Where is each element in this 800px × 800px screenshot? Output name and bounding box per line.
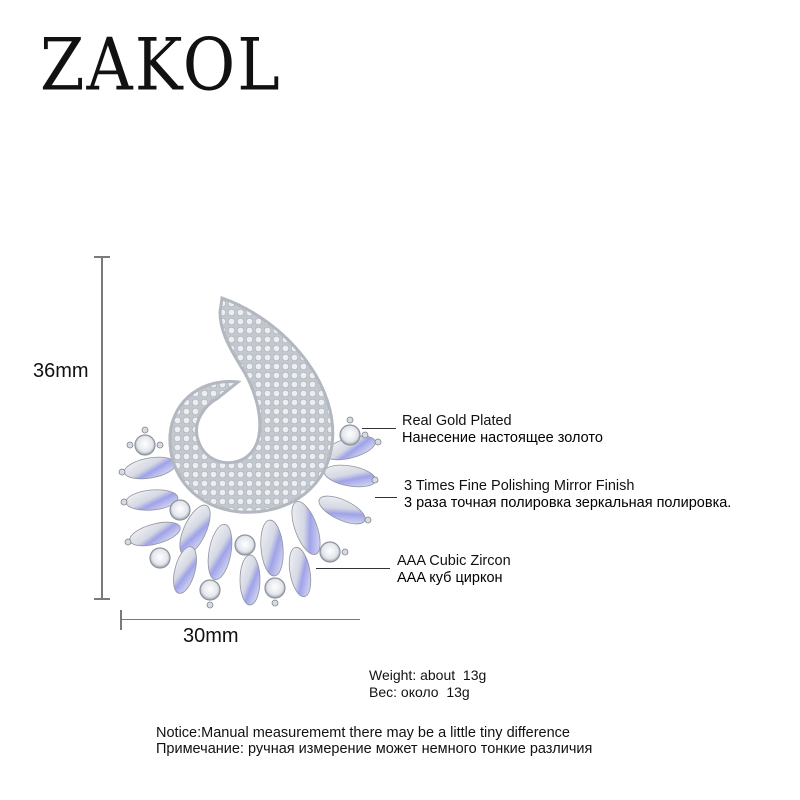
callout-leader-gold: [362, 428, 396, 429]
brand-logo: ZAKOL: [40, 24, 282, 108]
callout-polishing-ru: 3 раза точная полировка зеркальная полировка.: [404, 495, 732, 511]
callout-cubic-zircon-en: AAA Cubic Zircon: [397, 553, 511, 569]
height-dimension-line: [101, 256, 103, 600]
callout-gold-plated: [402, 413, 603, 447]
callout-cubic-zircon: [397, 553, 511, 587]
weight-info: [369, 667, 486, 701]
callout-polishing: [404, 478, 731, 512]
notice-ru: Примечание: ручная измерение может немного тонкие различия: [156, 741, 593, 757]
height-dimension-label: 36mm: [33, 360, 89, 382]
height-dimension-cap-top: [94, 256, 110, 258]
callout-gold-plated-ru: Нанесение настоящее золото: [402, 430, 603, 446]
notice-en: Notice:Manual measurememt there may be a little tiny difference: [156, 725, 570, 741]
width-dimension-cap-left: [120, 610, 122, 630]
height-dimension-cap-bottom: [94, 598, 110, 600]
callout-polishing-en: 3 Times Fine Polishing Mirror Finish: [404, 478, 635, 494]
callout-gold-plated-en: Real Gold Plated: [402, 413, 512, 429]
width-dimension-line: [120, 619, 360, 620]
callout-cubic-zircon-ru: AAA куб циркон: [397, 570, 503, 586]
weight-en: Weight: about 13g: [369, 667, 487, 683]
callout-leader-zircon: [316, 568, 390, 569]
width-dimension-label: 30mm: [183, 625, 239, 647]
measurement-notice: [156, 725, 592, 757]
callout-leader-polishing: [375, 497, 397, 498]
brooch-image: [110, 290, 410, 610]
weight-ru: Вес: около 13g: [369, 684, 470, 700]
swirl-body: [170, 298, 333, 512]
